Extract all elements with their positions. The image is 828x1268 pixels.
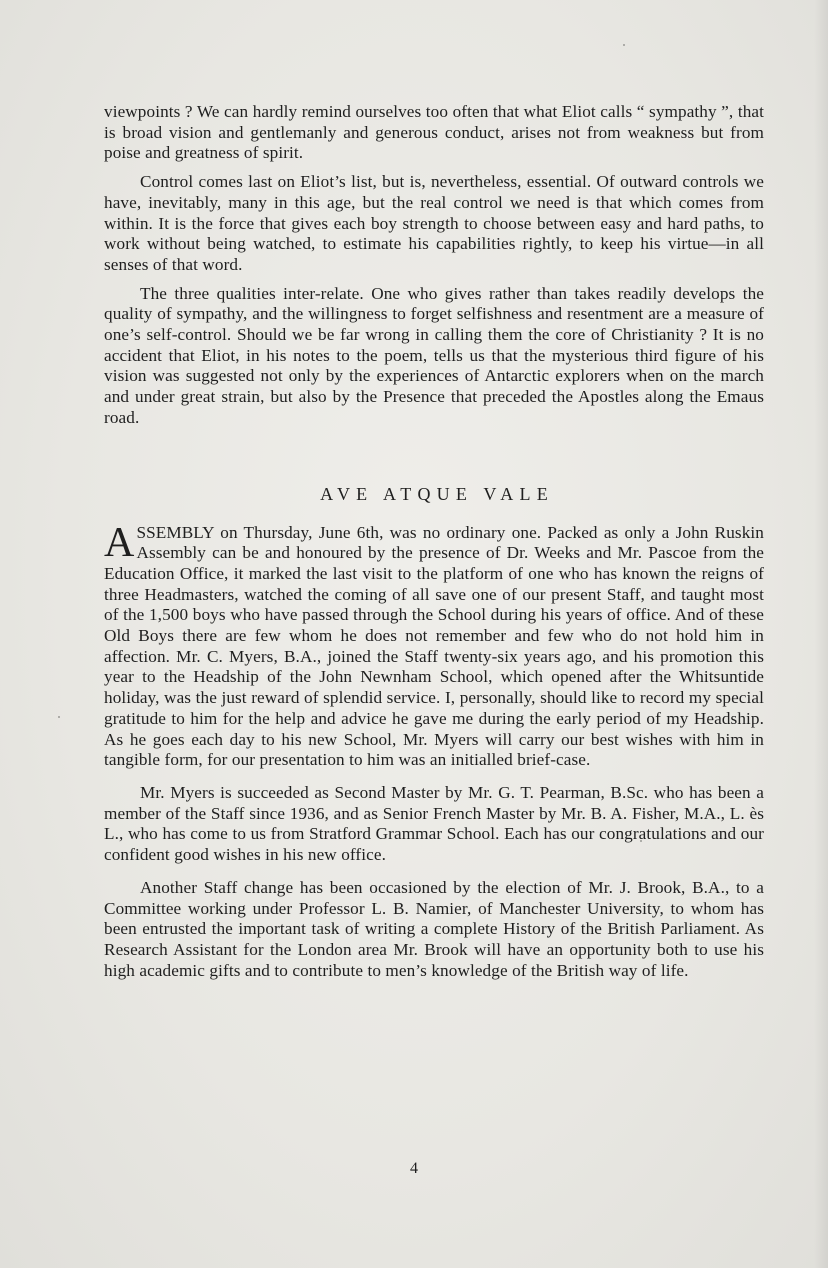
drop-cap: A	[104, 519, 135, 566]
paragraph-staff-change: Another Staff change has been occasioned by the election of Mr. J. Brook, B.A., to a Committee working under Professor L. B. Namier, of Manchester University, to whom has been entrusted the important task of writing a complete History of the British Parliament. As Research Assistant for the London area Mr. Brook will have an opportunity both to use his high academic gifts and to contribute to men’s knowledge of the British way of life.	[104, 877, 764, 980]
paragraph-three-qualities: The three qualities inter-relate. One who gives rather than takes readily develops the quality of sympathy, and the willingness to forget selfishness and resentment are a measure of one’s self-control. Should we be far wrong in calling them the core of Christianity ? It is no accident that Eliot, in his notes to the poem, tells us that the mysterious third figure of his vision was suggested not only by the experiences of Antarctic explorers when on the march and under great strain, but also by the Presence that preceded the Apostles along the Emaus road.	[104, 283, 764, 427]
paragraph-assembly-text: SSEMBLY on Thursday, June 6th, was no ordinary one. Packed as only a John Ruskin Assembly can be and honoured by the presence of Dr. Weeks and Mr. Pascoe from the Education Office, it marked the last visit to the platform of one who has known the reigns of three Headmasters, watched the coming of all save one of our present Staff, and taught most of the 1,500 boys who have passed through the School during his years of office. And of these Old Boys there are few whom he does not remember and few who do not hold him in affection. Mr. C. Myers, B.A., joined the Staff twenty-six years ago, and his promotion this year to the Headship of the John Newnham School, which opened after the Whitsuntide holiday, was the just reward of splendid service. I, personally, should like to record my special gratitude to him for the help and advice he gave me during the early period of my Headship. As he goes each day to his new School, Mr. Myers will carry our best wishes with him in tangible form, for our presentation to him was an initialled brief-case.	[104, 522, 764, 770]
paragraph-assembly	[104, 519, 764, 771]
page-edge-shadow	[814, 0, 828, 1268]
section-heading: AVE ATQUE VALE	[320, 483, 554, 504]
paper-speck	[58, 716, 60, 718]
paper-speck	[623, 44, 625, 46]
paragraph-myers-successor: Mr. Myers is succeeded as Second Master by Mr. G. T. Pearman, B.Sc. who has been a member of the Staff since 1936, and as Senior French Master by Mr. B. A. Fisher, M.A., L. ès L., who has come to us from Stratford Grammar School. Each has our congratulations and our confident good wishes in his new office.	[104, 782, 764, 865]
paragraph-control: Control comes last on Eliot’s list, but is, nevertheless, essential. Of outward controls we have, inevitably, many in this age, but the real control we need is that which comes from within. It is the force that gives each boy strength to choose between easy and hard paths, to work without being watched, to estimate his capabilities rightly, to keep his virtue—in all senses of that word.	[104, 172, 764, 274]
paragraph-viewpoints: viewpoints ? We can hardly remind ourselves too often that what Eliot calls “ sympathy ”, that is broad vision and gentlemanly and generous conduct, arises not from weakness but from poise and greatness of spirit.	[104, 102, 764, 163]
page-number: 4	[410, 1160, 418, 1177]
page-body	[104, 102, 764, 981]
